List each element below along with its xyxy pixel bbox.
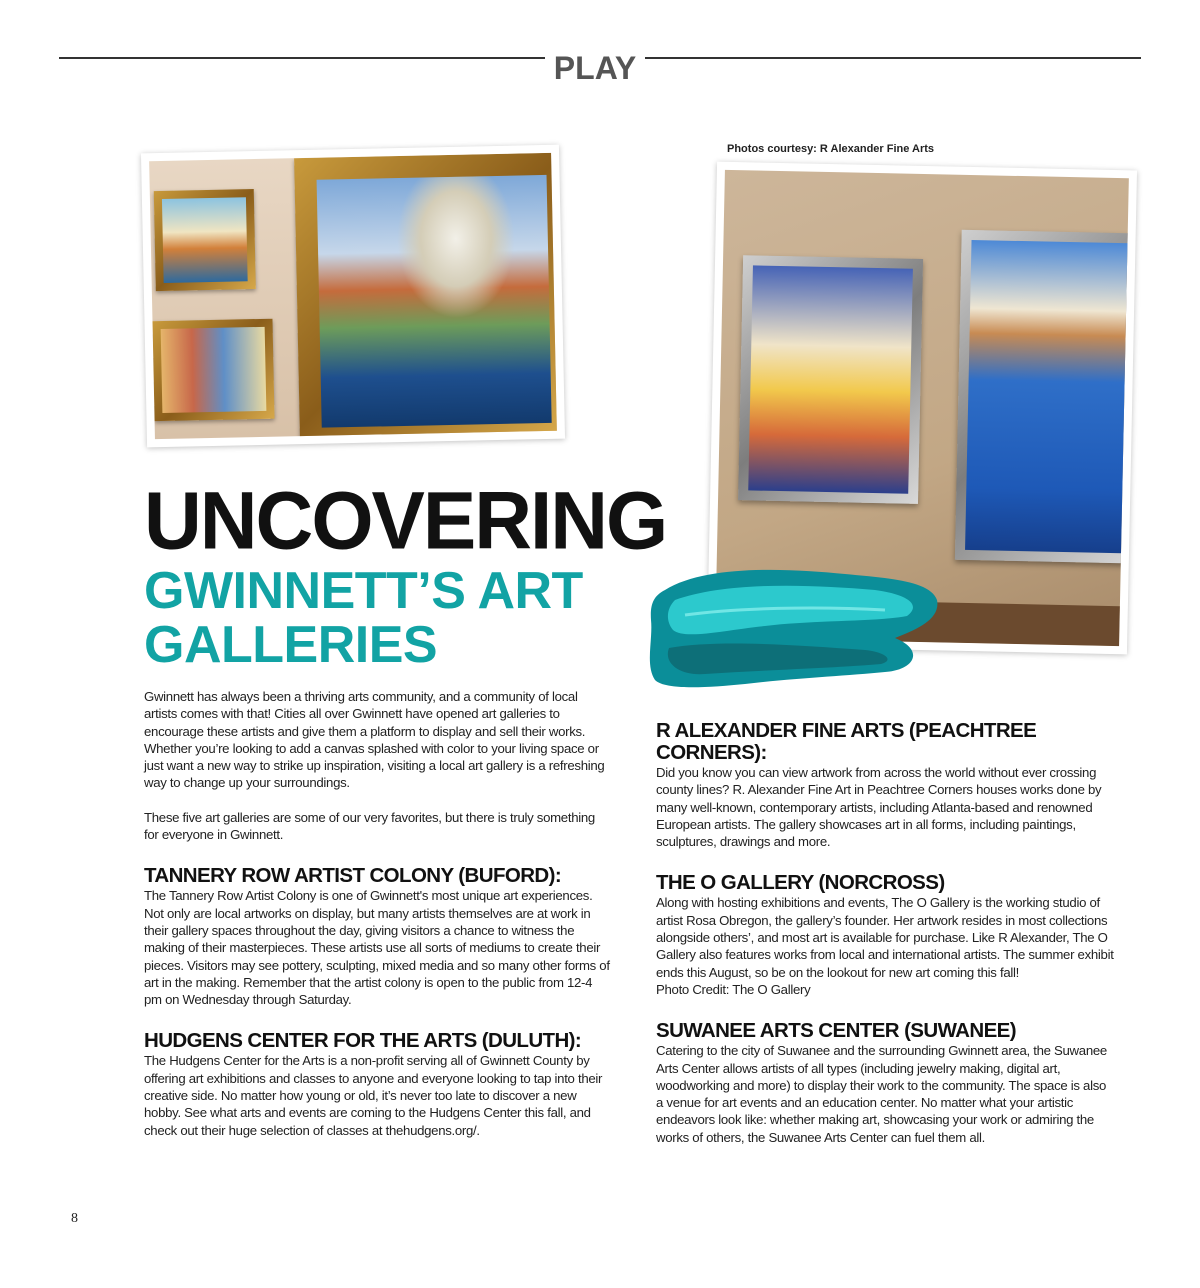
section-label: PLAY [553, 50, 637, 86]
photo-wall [149, 153, 557, 439]
gallery-photo-venice [141, 145, 565, 448]
headline-line-1: UNCOVERING [144, 475, 667, 566]
ralexander-title: R ALEXANDER FINE ARTS (PEACHTREE CORNERS): [656, 719, 1037, 764]
intro-paragraph-2: These five art galleries are some of our very favorites, but there is truly something for everyone in Gwinnett. [144, 809, 595, 843]
photo-credit-value: R Alexander Fine Arts [819, 143, 935, 155]
ogallery-body: Along with hosting exhibitions and events, The O Gallery is the working studio of artist Rosa Obregon, the gallery’s founder. Her artwork resides in most collections alongside others’, and most art is available for purchase. Like R Alexander, The O Gallery also features works from local and international artists. The summer exhibit ends this August, so be on the lookout for new art coming this fall! [656, 895, 1114, 980]
left-column [144, 688, 612, 1139]
hudgens-title: HUDGENS CENTER FOR THE ARTS (DULUTH): [144, 1029, 582, 1053]
page-number: 8 [71, 1211, 78, 1226]
ogallery-title: THE O GALLERY (NORCROSS) [656, 871, 945, 895]
painting-frame-small-bottom [152, 319, 274, 421]
suwanee-title: SUWANEE ARTS CENTER (SUWANEE) [656, 1019, 1016, 1043]
ralexander-body: Did you know you can view artwork from across the world without ever crossing county lines? R. Alexander Fine Art in Peachtree Corners houses works done by many well-known, contemporary artists, including Atlanta-based and renowned European artists. The gallery showcases art in all forms, including paintings, sculptures, drawings and more. [656, 765, 1102, 850]
headline [144, 475, 667, 674]
right-column [656, 720, 1116, 1146]
header-rule-right [645, 57, 1141, 59]
painting-frame-large [294, 153, 557, 438]
hudgens-body: The Hudgens Center for the Arts is a non-profit serving all of Gwinnett County by offering art exhibitions and classes to anyone and everyone looking to tap into their creative side. No matter how young or old, it’s never too late to discover a new hobby. See what arts and events are coming to the Hudgens Center this fall, and check out their huge selection of classes at thehudgens.org/. [144, 1053, 603, 1138]
painting-frame-small-top [154, 189, 256, 291]
painting-frame-right [955, 230, 1129, 564]
suwanee-body: Catering to the city of Suwanee and the surrounding Gwinnett area, the Suwanee Arts Center allows artists of all types (including jewelry making, digital art, woodworking and more) to display their work to the community. The space is also a venue for art events and an education center. No matter what your artistic endeavors look like: whether making art, showcasing your work or admiring the works of others, the Suwanee Arts Center can fuel them all. [656, 1043, 1107, 1145]
ogallery-credit: Photo Credit: The O Gallery [656, 981, 811, 997]
photo-credit [727, 143, 934, 155]
header-rule-left [59, 57, 545, 59]
tannery-title: TANNERY ROW ARTIST COLONY (BUFORD): [144, 864, 562, 888]
painting-frame-left [738, 255, 923, 504]
headline-line-2: GWINNETT’S ART [144, 562, 583, 620]
teal-paint-stroke [645, 560, 945, 692]
headline-line-3: GALLERIES [144, 616, 438, 674]
photo-credit-label: Photos courtesy: [727, 143, 817, 155]
tannery-body: The Tannery Row Artist Colony is one of Gwinnett's most unique art experiences. Not only are local artworks on display, but many artists themselves are at work in their gallery spaces throughout the day, giving visitors a chance to witness the making of their masterpieces. These artists use all sorts of mediums to create their pieces. Visitors may see pottery, sculpting, mixed media and so many other forms of art in the making. Remember that the artist colony is open to the public from 12-4 pm on Wednesday through Saturday. [144, 888, 610, 1008]
intro-paragraph-1: Gwinnett has always been a thriving arts community, and a community of local artists comes with that! Cities all over Gwinnett have opened art galleries to encourage these artists and give them a platform to display and sell their works. Whether you’re looking to add a canvas splashed with color to your living space or just want a new way to strike up inspiration, visiting a local art gallery is a refreshing way to change up your surroundings. [144, 689, 605, 791]
